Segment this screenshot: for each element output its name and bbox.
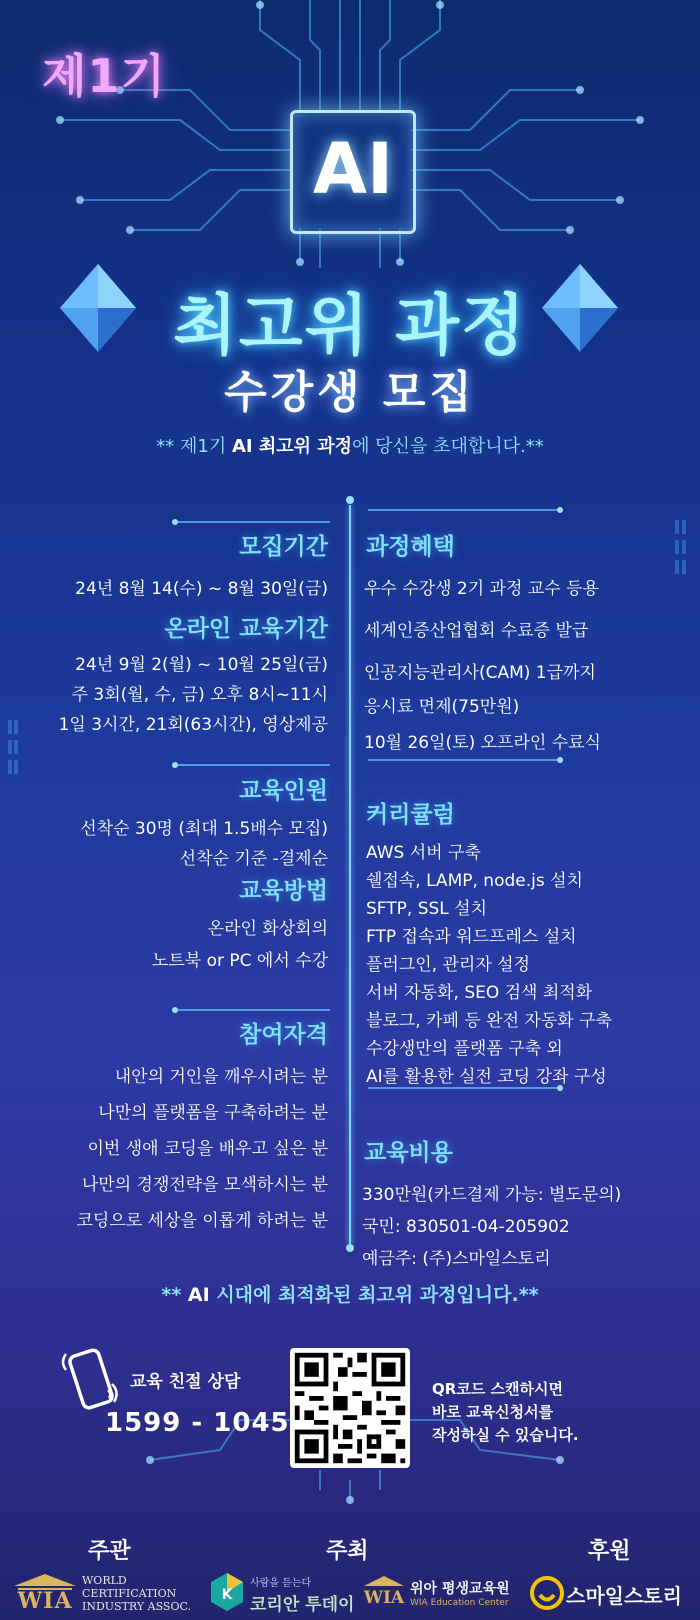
qr-caption-line-3: 작성하실 수 있습니다. [432, 1426, 579, 1444]
benefits-line-5: 10월 26일(토) 오프라인 수료식 [364, 733, 601, 753]
curriculum-line-4: FTP 접속과 워드프레스 설치 [366, 927, 577, 947]
benefits-heading: 과정혜택 [366, 534, 455, 560]
eligibility-line-1: 내안의 거인을 깨우시려는 분 [114, 1067, 328, 1087]
benefits-line-1: 우수 수강생 2기 과정 교수 등용 [364, 579, 599, 599]
closing-line [0, 1280, 700, 1307]
chip-label: AI [312, 128, 394, 210]
qr-code-pattern [290, 1348, 410, 1468]
qr-caption-line-1: QR코드 스캔하시면 [432, 1380, 563, 1398]
curriculum-line-6: 서버 자동화, SEO 검색 최적화 [366, 983, 593, 1003]
capacity-line-2: 선착순 기준 -결제순 [179, 849, 328, 869]
eligibility-heading: 참여자격 [239, 1022, 328, 1048]
curriculum-heading: 커리큘럼 [366, 802, 455, 828]
title-sub: 수강생 모집 [224, 367, 476, 418]
cost-line-1: 330만원(카드결제 가능: 별도문의) [362, 1185, 622, 1205]
capacity-heading: 교육인원 [239, 778, 328, 804]
eligibility-line-2: 나만의 플랫폼을 구축하려는 분 [98, 1103, 328, 1123]
wia-name-line-2: CERTIFICATION [82, 1587, 177, 1600]
qr-caption-line-2: 바로 교육신청서를 [432, 1403, 554, 1421]
qr-caption [432, 1378, 579, 1447]
online-period-line-1: 24년 9월 2(월) ~ 10월 25일(금) [75, 655, 328, 675]
curriculum-line-9: AI를 활용한 실전 코딩 강좌 구성 [366, 1067, 607, 1087]
method-heading: 교육방법 [239, 878, 328, 904]
wia-edu-name: 위아 평생교육원 [410, 1581, 510, 1597]
curriculum-line-2: 쉘접속, LAMP, node.js 설치 [366, 871, 583, 891]
curriculum-line-7: 블로그, 카페 등 완전 자동화 구축 [366, 1011, 612, 1031]
invitation-prefix: ** 제1기 [156, 436, 232, 457]
korean-today-logo-icon [210, 1572, 244, 1612]
wia-edu-mark: WIA [363, 1588, 405, 1608]
consult-label: 교육 친절 상담 [130, 1372, 241, 1392]
capacity-line-1: 선착순 30명 (최대 1.5배수 모집) [80, 819, 328, 839]
wia-full-name [82, 1574, 191, 1613]
method-line-1: 온라인 화상회의 [207, 919, 328, 939]
benefits-line-2: 세계인증산업협회 수료증 발급 [364, 621, 589, 641]
online-period-heading: 온라인 교육기간 [164, 616, 328, 642]
recruit-period-heading: 모집기간 [239, 534, 328, 560]
organizer-label: 주최 [326, 1539, 369, 1564]
cost-heading: 교육비용 [364, 1140, 453, 1166]
closing-suffix: 시대에 최적화된 최고위 과정입니다.** [209, 1284, 539, 1306]
support-label: 후원 [588, 1539, 631, 1564]
svg-text:K: K [221, 1587, 233, 1603]
korean-today-tagline: 사람을 듣는다 [250, 1578, 312, 1589]
host-label: 주관 [88, 1539, 131, 1564]
phone-ringing-icon [58, 1340, 122, 1412]
closing-bold: AI [187, 1284, 210, 1306]
korean-today-name: 코리안 투데이 [250, 1595, 355, 1615]
phone-number[interactable]: 1599 - 1045 [105, 1408, 290, 1438]
curriculum-line-8: 수강생만의 플랫폼 구축 외 [366, 1039, 563, 1059]
invitation-suffix: 에 당신을 초대합니다.** [352, 436, 544, 457]
wia-name-line-3: INDUSTRY ASSOC. [82, 1600, 191, 1613]
cost-line-3: 예금주: (주)스마일스토리 [362, 1249, 551, 1269]
smile-story-name: 스마일스토리 [566, 1584, 682, 1608]
recruit-period-line: 24년 8월 14(수) ~ 8월 30일(금) [75, 579, 328, 599]
curriculum-line-1: AWS 서버 구축 [366, 843, 481, 863]
wia-mark: WIA [17, 1588, 73, 1614]
wia-name-line-1: WORLD [82, 1574, 127, 1587]
column-divider [349, 505, 351, 1245]
eligibility-line-3: 이번 생애 코딩을 배우고 싶은 분 [87, 1139, 328, 1159]
benefits-line-4: 응시료 면제(75만원) [364, 697, 520, 717]
cohort-label: 제1기 [42, 49, 166, 103]
curriculum-line-5: 플러그인, 관리자 설정 [366, 955, 531, 975]
eligibility-line-5: 코딩으로 세상을 이롭게 하려는 분 [76, 1211, 328, 1231]
curriculum-line-3: SFTP, SSL 설치 [366, 899, 488, 919]
smile-s-logo-icon [530, 1576, 564, 1610]
cost-line-2: 국민: 830501-04-205902 [362, 1217, 570, 1237]
invitation-bold: AI 최고위 과정 [231, 436, 353, 457]
wia-edu-sub: WIA Education Center [410, 1598, 509, 1608]
online-period-line-2: 주 3회(월, 수, 금) 오후 8시~11시 [71, 685, 328, 705]
method-line-2: 노트북 or PC 에서 수강 [151, 951, 328, 971]
benefits-line-3: 인공지능관리사(CAM) 1급까지 [364, 663, 596, 683]
title-main: 최고위 과정 [173, 287, 527, 364]
invitation-line [0, 432, 700, 458]
qr-code-icon[interactable] [290, 1348, 410, 1468]
eligibility-line-4: 나만의 경쟁전략을 모색하시는 분 [81, 1175, 328, 1195]
online-period-line-3: 1일 3시간, 21회(63시간), 영상제공 [58, 715, 328, 735]
closing-prefix: ** [161, 1284, 188, 1306]
